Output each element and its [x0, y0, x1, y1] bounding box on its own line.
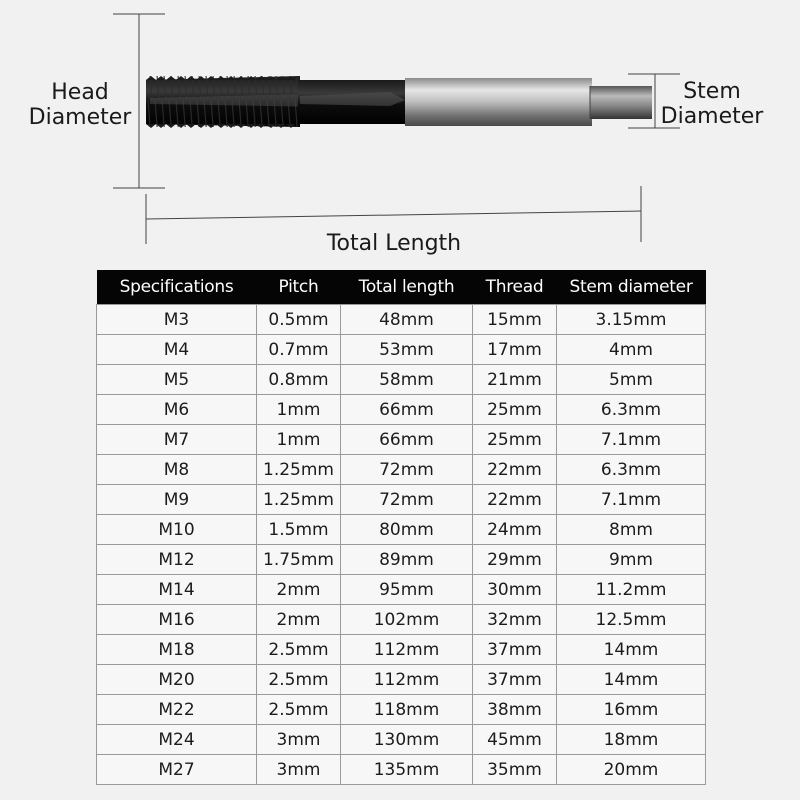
header-pitch: Pitch — [257, 270, 341, 305]
cell-stem-diameter: 9mm — [557, 545, 706, 575]
cell-pitch: 1.75mm — [257, 545, 341, 575]
header-thread: Thread — [473, 270, 557, 305]
table-row — [97, 635, 706, 665]
cell-stem-diameter: 20mm — [557, 755, 706, 785]
cell-stem-diameter: 7.1mm — [557, 485, 706, 515]
cell-pitch: 0.7mm — [257, 335, 341, 365]
cell-stem-diameter: 18mm — [557, 725, 706, 755]
cell-total-length: 58mm — [341, 365, 473, 395]
cell-pitch: 2.5mm — [257, 635, 341, 665]
cell-total-length: 112mm — [341, 635, 473, 665]
cell-pitch: 3mm — [257, 725, 341, 755]
cell-pitch: 1.25mm — [257, 455, 341, 485]
tap-dimension-diagram — [0, 0, 800, 262]
cell-total-length: 135mm — [341, 755, 473, 785]
cell-stem-diameter: 8mm — [557, 515, 706, 545]
cell-pitch: 0.8mm — [257, 365, 341, 395]
cell-pitch: 2mm — [257, 575, 341, 605]
cell-thread: 45mm — [473, 725, 557, 755]
cell-thread: 25mm — [473, 425, 557, 455]
cell-total-length: 48mm — [341, 305, 473, 335]
cell-pitch: 2.5mm — [257, 695, 341, 725]
cell-pitch: 1.5mm — [257, 515, 341, 545]
cell-thread: 38mm — [473, 695, 557, 725]
tap-illustration — [0, 0, 800, 262]
cell-specification: M14 — [97, 575, 257, 605]
cell-total-length: 112mm — [341, 665, 473, 695]
stem-diameter-label — [660, 79, 764, 129]
table-body — [97, 305, 706, 785]
cell-specification: M16 — [97, 605, 257, 635]
table-row — [97, 335, 706, 365]
table-header-row — [97, 270, 706, 305]
head-diameter-label-line1: Head — [51, 80, 109, 105]
table-row — [97, 485, 706, 515]
cell-thread: 15mm — [473, 305, 557, 335]
table-row — [97, 755, 706, 785]
cell-pitch: 2mm — [257, 605, 341, 635]
cell-stem-diameter: 6.3mm — [557, 455, 706, 485]
cell-total-length: 102mm — [341, 605, 473, 635]
table-row — [97, 605, 706, 635]
cell-thread: 35mm — [473, 755, 557, 785]
total-length-label: Total Length — [326, 231, 462, 256]
cell-stem-diameter: 3.15mm — [557, 305, 706, 335]
cell-pitch: 1.25mm — [257, 485, 341, 515]
head-diameter-label-line2: Diameter — [28, 105, 132, 130]
table-row — [97, 575, 706, 605]
cell-thread: 25mm — [473, 395, 557, 425]
table-row — [97, 725, 706, 755]
cell-stem-diameter: 11.2mm — [557, 575, 706, 605]
cell-stem-diameter: 6.3mm — [557, 395, 706, 425]
cell-pitch: 0.5mm — [257, 305, 341, 335]
header-specifications: Specifications — [97, 270, 257, 305]
table-row — [97, 695, 706, 725]
table-row — [97, 545, 706, 575]
cell-specification: M3 — [97, 305, 257, 335]
tap-body — [146, 76, 652, 128]
cell-specification: M24 — [97, 725, 257, 755]
stem-diameter-label-line1: Stem — [683, 79, 741, 104]
cell-specification: M12 — [97, 545, 257, 575]
cell-thread: 37mm — [473, 665, 557, 695]
cell-specification: M18 — [97, 635, 257, 665]
cell-pitch: 2.5mm — [257, 665, 341, 695]
cell-stem-diameter: 4mm — [557, 335, 706, 365]
cell-total-length: 66mm — [341, 395, 473, 425]
cell-specification: M4 — [97, 335, 257, 365]
cell-thread: 29mm — [473, 545, 557, 575]
cell-total-length: 95mm — [341, 575, 473, 605]
cell-specification: M5 — [97, 365, 257, 395]
stem-diameter-label-line2: Diameter — [660, 104, 764, 129]
cell-stem-diameter: 14mm — [557, 665, 706, 695]
table-row — [97, 515, 706, 545]
table-row — [97, 305, 706, 335]
header-total-length: Total length — [341, 270, 473, 305]
cell-total-length: 53mm — [341, 335, 473, 365]
cell-thread: 24mm — [473, 515, 557, 545]
cell-pitch: 3mm — [257, 755, 341, 785]
cell-stem-diameter: 16mm — [557, 695, 706, 725]
header-stem-diameter: Stem diameter — [557, 270, 706, 305]
cell-total-length: 130mm — [341, 725, 473, 755]
cell-thread: 17mm — [473, 335, 557, 365]
cell-thread: 37mm — [473, 635, 557, 665]
table-row — [97, 425, 706, 455]
cell-pitch: 1mm — [257, 425, 341, 455]
cell-thread: 21mm — [473, 365, 557, 395]
cell-total-length: 118mm — [341, 695, 473, 725]
head-diameter-label — [28, 80, 132, 130]
cell-thread: 22mm — [473, 485, 557, 515]
cell-specification: M22 — [97, 695, 257, 725]
cell-total-length: 72mm — [341, 455, 473, 485]
table-row — [97, 365, 706, 395]
table-row — [97, 395, 706, 425]
cell-stem-diameter: 14mm — [557, 635, 706, 665]
cell-total-length: 89mm — [341, 545, 473, 575]
specifications-table — [96, 270, 706, 785]
cell-specification: M9 — [97, 485, 257, 515]
cell-specification: M10 — [97, 515, 257, 545]
cell-total-length: 72mm — [341, 485, 473, 515]
cell-stem-diameter: 7.1mm — [557, 425, 706, 455]
cell-total-length: 80mm — [341, 515, 473, 545]
cell-thread: 30mm — [473, 575, 557, 605]
cell-specification: M6 — [97, 395, 257, 425]
cell-thread: 22mm — [473, 455, 557, 485]
cell-specification: M27 — [97, 755, 257, 785]
table-row — [97, 665, 706, 695]
cell-specification: M20 — [97, 665, 257, 695]
cell-specification: M7 — [97, 425, 257, 455]
cell-stem-diameter: 12.5mm — [557, 605, 706, 635]
cell-stem-diameter: 5mm — [557, 365, 706, 395]
cell-pitch: 1mm — [257, 395, 341, 425]
table-row — [97, 455, 706, 485]
cell-total-length: 66mm — [341, 425, 473, 455]
cell-thread: 32mm — [473, 605, 557, 635]
cell-specification: M8 — [97, 455, 257, 485]
